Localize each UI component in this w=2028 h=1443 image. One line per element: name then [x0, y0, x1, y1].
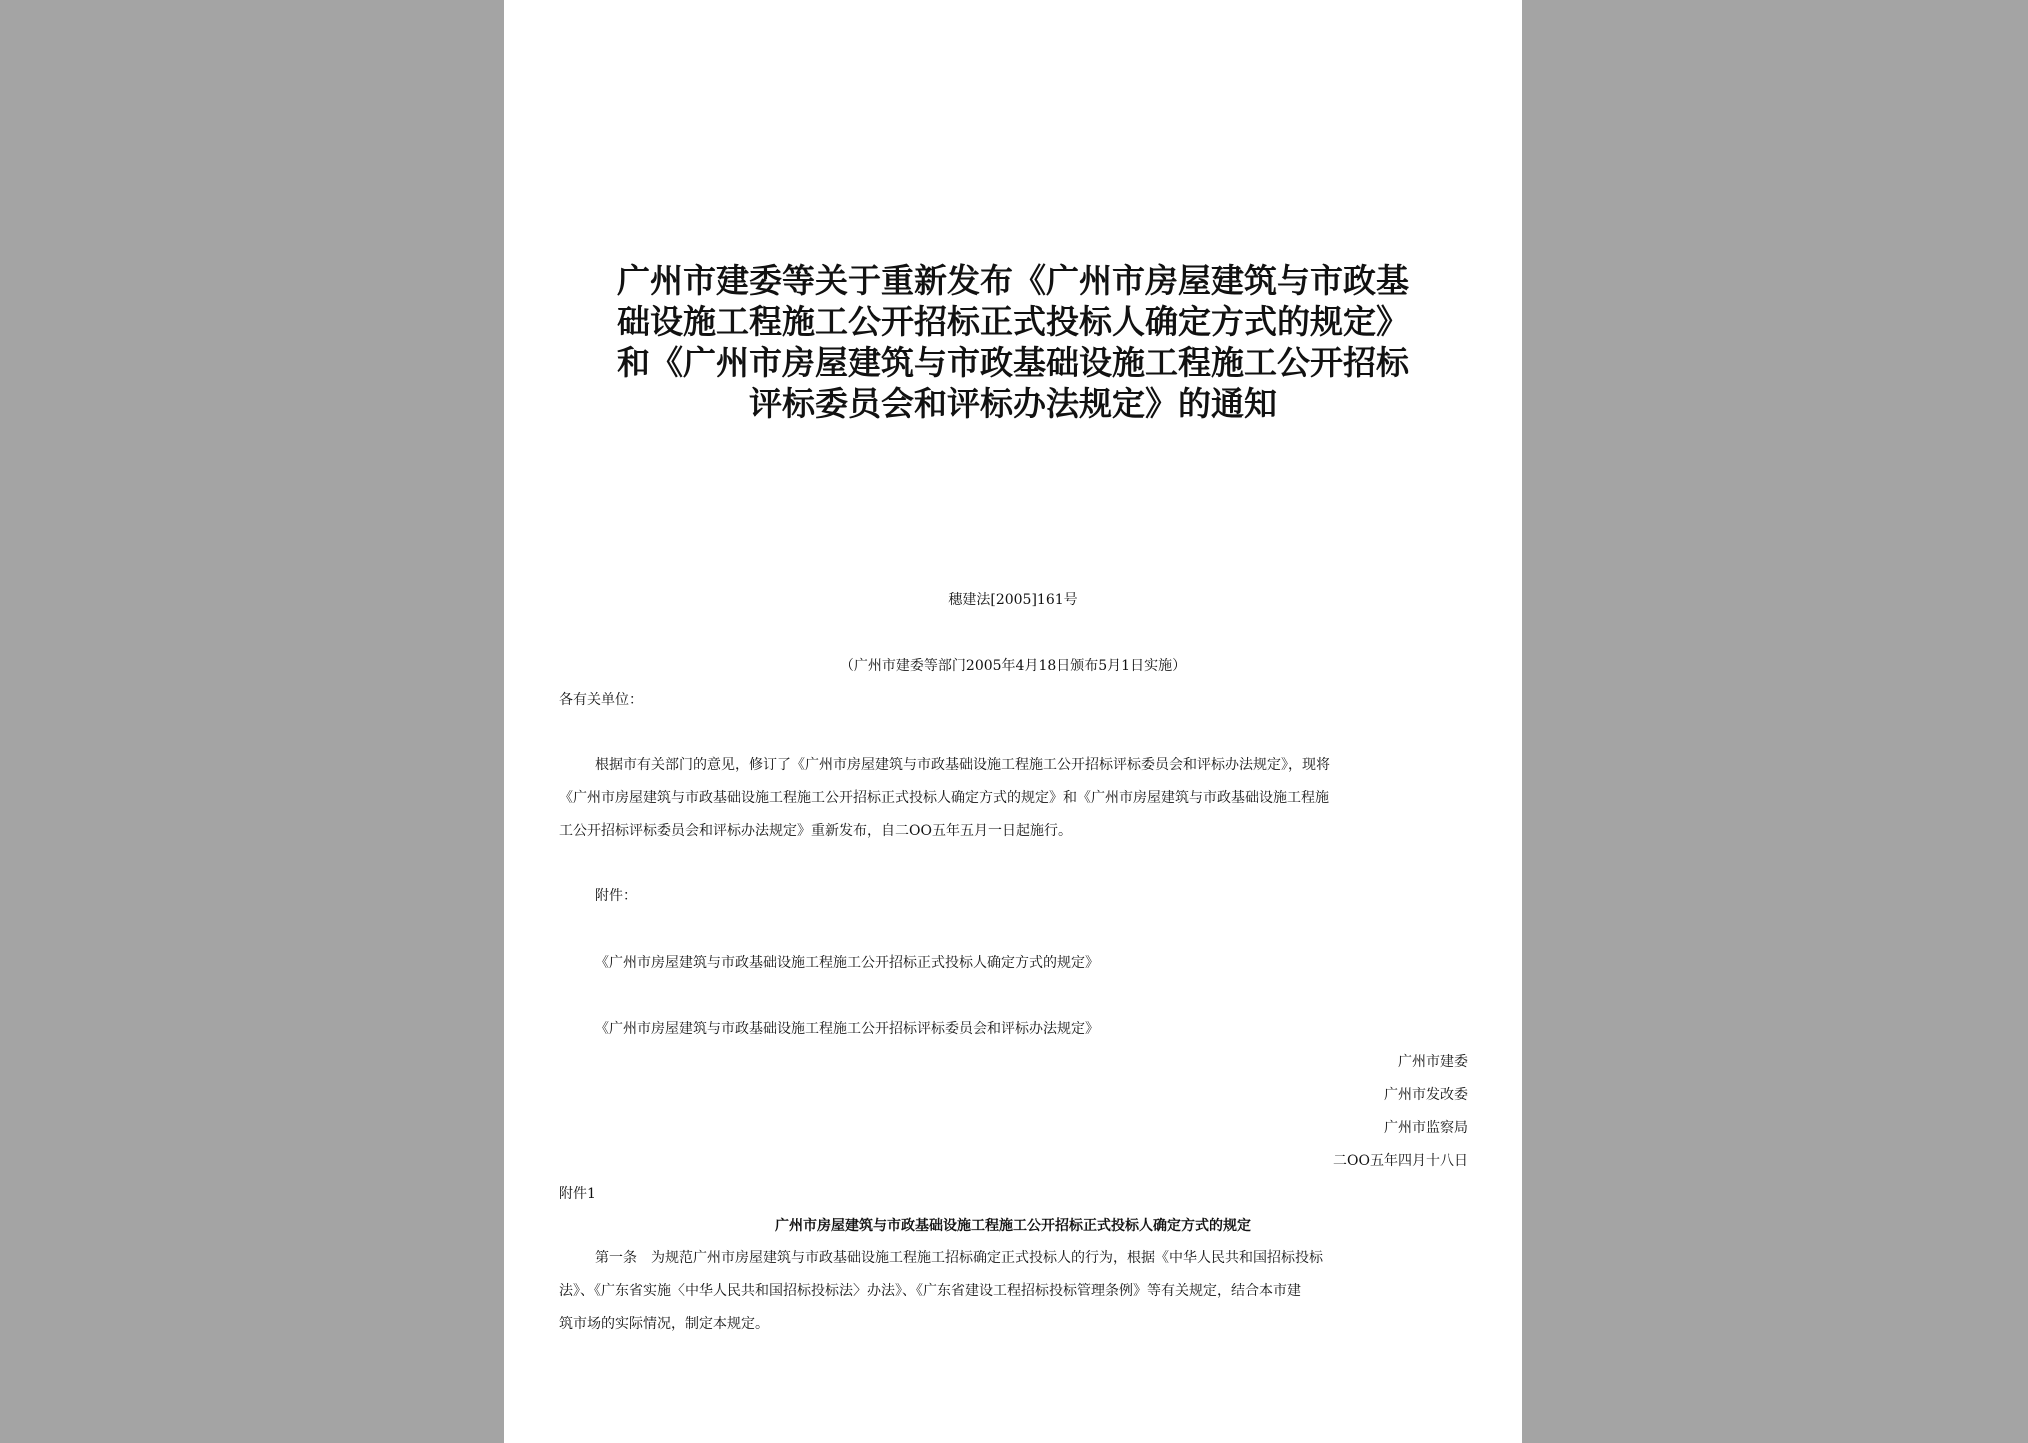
attachment-item: 《广州市房屋建筑与市政基础设施工程施工公开招标正式投标人确定方式的规定》	[595, 955, 1099, 971]
signature-issuer: 广州市监察局	[1384, 1120, 1468, 1136]
paragraph-line: 第一条 为规范广州市房屋建筑与市政基础设施工程施工招标确定正式投标人的行为，根据《中华人民共和国招标投标	[595, 1250, 1323, 1266]
signature-issuer: 广州市发改委	[1384, 1087, 1468, 1103]
body-paragraph	[559, 749, 1471, 848]
salutation: 各有关单位：	[559, 692, 643, 708]
document-number: 穗建法[2005]161号	[948, 592, 1078, 608]
paragraph-line: 筑市场的实际情况，制定本规定。	[559, 1316, 769, 1332]
paragraph-line: 工公开招标评标委员会和评标办法规定》重新发布，自二OO五年五月一日起施行。	[559, 823, 1072, 839]
annex-label: 附件1	[559, 1186, 596, 1202]
issue-info: （广州市建委等部门2005年4月18日颁布5月1日实施）	[839, 658, 1187, 674]
title-line: 础设施工程施工公开招标正式投标人确定方式的规定》	[617, 302, 1409, 341]
annex-title: 广州市房屋建筑与市政基础设施工程施工公开招标正式投标人确定方式的规定	[775, 1218, 1251, 1234]
signature-issuer: 广州市建委	[1398, 1054, 1468, 1070]
attachment-item: 《广州市房屋建筑与市政基础设施工程施工公开招标评标委员会和评标办法规定》	[595, 1021, 1099, 1037]
title-line: 广州市建委等关于重新发布《广州市房屋建筑与市政基	[617, 261, 1409, 300]
paragraph-line: 根据市有关部门的意见，修订了《广州市房屋建筑与市政基础设施工程施工公开招标评标委员会和评标办法规定》，现将	[595, 757, 1330, 773]
signature-date: 二OO五年四月十八日	[1333, 1153, 1468, 1169]
title-line: 和《广州市房屋建筑与市政基础设施工程施工公开招标	[617, 343, 1409, 382]
title-line: 评标委员会和评标办法规定》的通知	[749, 384, 1277, 423]
paragraph-line: 《广州市房屋建筑与市政基础设施工程施工公开招标正式投标人确定方式的规定》和《广州市房屋建筑与市政基础设施工程施	[559, 790, 1329, 806]
document-page	[504, 0, 1522, 1443]
article-paragraph	[559, 1242, 1471, 1341]
document-title	[559, 260, 1467, 424]
attachments-label: 附件：	[595, 888, 637, 904]
paragraph-line: 法》、《广东省实施〈中华人民共和国招标投标法〉办法》、《广东省建设工程招标投标管理条例》等有关规定，结合本市建	[559, 1283, 1301, 1299]
